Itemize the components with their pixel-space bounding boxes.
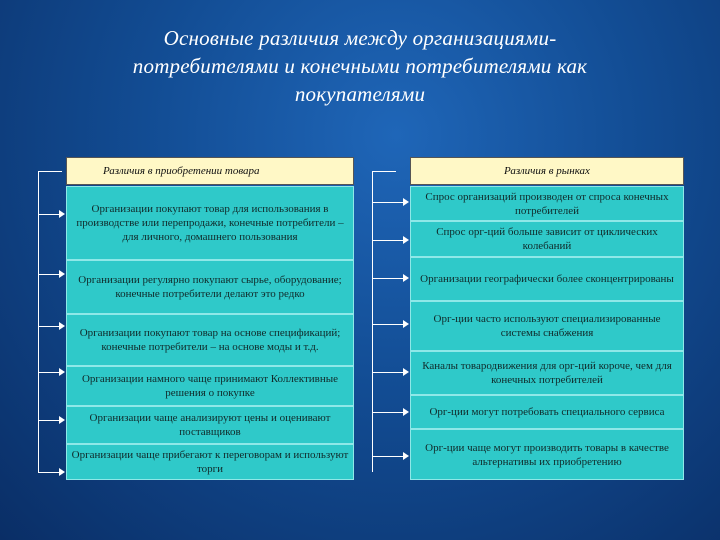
right-arrow-icon xyxy=(403,198,409,206)
title-line-2: потребителями и конечными потребителями как xyxy=(132,54,588,78)
left-arrow-icon xyxy=(59,416,65,424)
right-arrow-icon xyxy=(403,408,409,416)
right-item-1: Спрос организаций производен от спроса конечных потребителей xyxy=(410,186,684,221)
left-header-label: Различия в приобретении товара xyxy=(103,165,260,177)
left-item-1: Организации покупают товар для использования в производстве или перепродажи, конечные потребители – для личного, домашнего пользования xyxy=(66,186,354,260)
right-header-label: Различия в рынках xyxy=(504,165,590,177)
right-item-5: Каналы товародвижения для орг-ций короче, чем для конечных потребителей xyxy=(410,351,684,395)
right-item-7: Орг-ции чаще могут производить товары в качестве альтернативы их приобретению xyxy=(410,429,684,480)
left-arrow-icon xyxy=(59,322,65,330)
right-arrow-icon xyxy=(403,452,409,460)
right-item-2: Спрос орг-ций больше зависит от циклических колебаний xyxy=(410,221,684,257)
right-arrow-icon xyxy=(403,368,409,376)
right-item-3: Организации географически более сконцентрированы xyxy=(410,257,684,301)
left-item-5: Организации чаще анализируют цены и оценивают поставщиков xyxy=(66,406,354,444)
right-arrow-icon xyxy=(403,274,409,282)
right-arrow-icon xyxy=(403,320,409,328)
title-line-3: покупателями xyxy=(294,82,426,106)
left-item-4: Организации намного чаще принимают Коллективные решения о покупке xyxy=(66,366,354,406)
title-line-1: Основные различия между организациями- xyxy=(163,26,557,50)
right-header xyxy=(410,157,684,185)
left-item-6: Организации чаще прибегают к переговорам и используют торги xyxy=(66,444,354,480)
left-item-2: Организации регулярно покупают сырье, оборудование; конечные потребители делают это редко xyxy=(66,260,354,314)
left-header xyxy=(66,157,354,185)
right-item-4: Орг-ции часто используют специализированные системы снабжения xyxy=(410,301,684,351)
left-arrow-icon xyxy=(59,468,65,476)
left-arrow-icon xyxy=(59,210,65,218)
left-item-3: Организации покупают товар на основе спецификаций; конечные потребители – на основе моды и т.д. xyxy=(66,314,354,366)
right-arrow-icon xyxy=(403,236,409,244)
slide-title xyxy=(40,24,680,108)
right-item-6: Орг-ции могут потребовать специального сервиса xyxy=(410,395,684,429)
left-arrow-icon xyxy=(59,270,65,278)
left-arrow-icon xyxy=(59,368,65,376)
